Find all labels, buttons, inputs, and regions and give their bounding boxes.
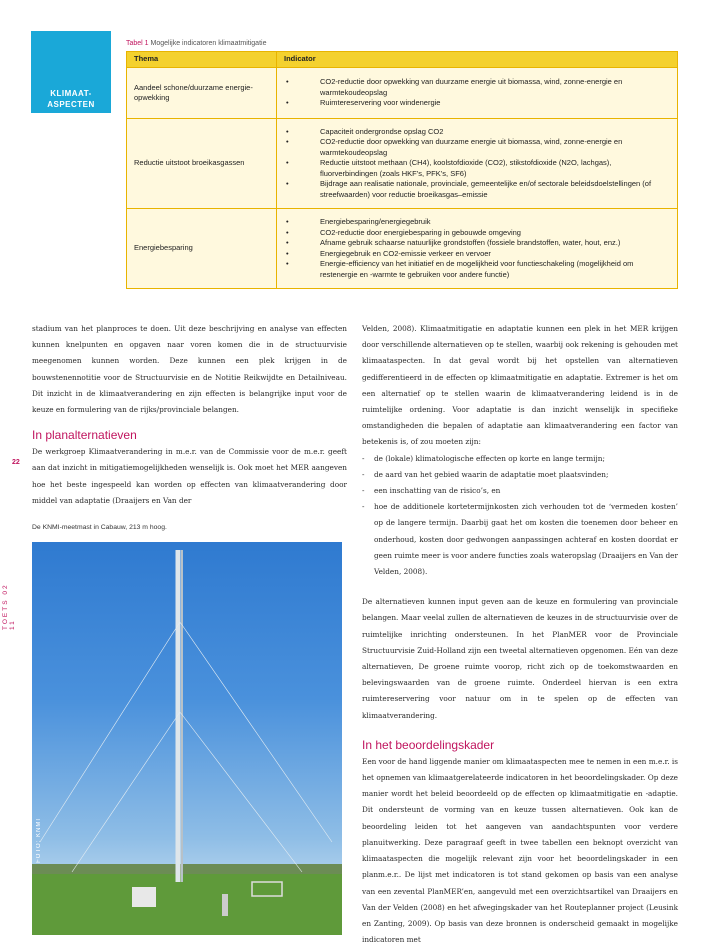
right-column [362,321,678,948]
section-tab-label: KLIMAAT- ASPECTEN [47,89,95,109]
horizon-trees [32,864,342,874]
indicator-item: • Energiebesparing/energiegebruik [284,217,670,228]
indicator-item: • CO2-reductie door energiebesparing in gebouwde omgeving [284,228,670,239]
body-paragraph: Een voor de hand liggende manier om klimaataspecten mee te nemen in een m.e.r. is het opnemen van klimaatgerelateerde indicatoren in het beoordelingskader. Op deze manier wordt het beleid beoordeeld op de effecten op klimaatmitigatie en -adaptie. Dit ondersteunt de vorming van en keuze tussen alternatieven. Ook kan de beoordeling leiden tot het aangeven van aandachtspunten voor verdere planuitwerking. Deze paragraaf geeft in twee tabellen een beknopt overzicht van klimaataspecten die mogelijk relevant zijn voor het beoordelingskader in een planm.e.r.. De lijst met indicatoren is tot stand gekomen op basis van een analyse van een zevental PlanMER’en, aangevuld met een overzichtsartikel van Draaijers en Van der Velden (2008) en het afwegingskader van het Routeplanner project (Leusink en Zanting, 2009). Op basis van deze bronnen is onderscheid gemaakt in mogelijke indicatoren met [362,756,678,945]
body-paragraph: De alternatieven kunnen input geven aan de keuze en formulering van provinciale belangen. Maar veelal zullen de alternatieven de keuzes in de structuurvisie over de ruimtelijke inrichting ondersteunen. In het PlanMER voor de Provinciale Structuurvisie Zuid-Holland zijn een tweetal alternatieven opgenomen. Eén van deze alternatieven, De groene ruimte voorop, richt zich op de toekomstwaarden en belevingswaarden van de groene ruimte. Onderdeel hiervan is een extra ruimtereservering voor natuur om in te spelen op de effecten van klimaatverandering. [362,597,678,720]
grass [32,872,342,935]
table-header-indicator: Indicator [277,52,678,68]
page-number: 22 [12,459,20,466]
guy-wire [180,622,332,842]
indicator-item: • CO2-reductie door opwekking van duurzame energie uit biomassa, wind, zonne-energie en warmtekoudeopslag [284,77,670,98]
list-item: - een inschatting van de risico’s, en [362,483,678,499]
indicator-item: • CO2-reductie door opwekking van duurzame energie uit biomassa, wind, zonne-energie en warmtekoudeopslag [284,137,670,158]
section-heading: In het beoordelingskader [362,737,495,752]
table-row [127,68,678,119]
mast-photo [32,542,342,935]
table-cell-indicators [277,209,678,289]
guy-wire [72,712,180,872]
bullet-list [362,451,678,581]
guy-wire [40,622,180,842]
list-item: - hoe de additionele kortetermijnkosten zich verhouden tot de ‘vermeden kosten’ op de langere termijn. Daarbij gaat het om kosten die toenemen door beheer en onderhoud, kosten door gedwongen aanpassingen achteraf en kosten doordat er geen ruimte meer is voor andere functies zoals wateropslag (Draaijers en Van der Velden, 2008). [362,499,678,580]
instrument-box [132,887,156,907]
indicator-item: • Ruimtereservering voor windenergie [284,98,670,109]
section-tab [31,31,111,113]
indicator-item: • Capaciteit ondergrondse opslag CO2 [284,127,670,138]
mast-illustration [32,542,342,935]
section-heading: In planalternatieven [32,428,137,443]
list-item: - de (lokale) klimatologische effecten op korte en lange termijn; [362,451,678,467]
table-header-thema: Thema [127,52,277,68]
table-cell-thema: Reductie uitstoot broeikasgassen [127,119,277,209]
left-column [32,321,347,509]
journal-label: TOETS 02 11 [2,583,16,630]
figure-caption: De KNMI-meetmast in Cabauw, 213 m hoog. [32,524,167,531]
table-caption: Tabel 1 Mogelijke indicatoren klimaatmitigatie [126,40,267,47]
table-row [127,209,678,289]
indicator-item: • Reductie uitstoot methaan (CH4), koolstofdioxide (CO2), stikstofdioxide (N2O, lachgas), fluorverbindingen (zoals HKF’s, PFK’s, SF6) [284,158,670,179]
indicator-item: • Bijdrage aan realisatie nationale, provinciale, gemeentelijke en/of sectorale beleidsdoelstellingen (of streefwaarden) voor reductie broeikasgas–emissie [284,179,670,200]
list-item: - de aard van het gebied waarin de adaptatie moet plaatsvinden; [362,467,678,483]
table-cell-thema: Energiebesparing [127,209,277,289]
table-cell-thema: Aandeel schone/duurzame energie-opwekking [127,68,277,119]
indicator-item: • Energie-efficiency van het initiatief en de mogelijkheid voor functieschakeling (mogelijkheid om restenergie en -warmte te gebruiken voor andere functie) [284,259,670,280]
indicator-item: • Energiegebruik en CO2-emissie verkeer en vervoer [284,249,670,260]
indicator-item: • Afname gebruik schaarse natuurlijke grondstoffen (fossiele brandstoffen, water, hout, enz.) [284,238,670,249]
table-row [127,119,678,209]
table-cell-indicators [277,119,678,209]
body-paragraph: De werkgroep Klimaatverandering in m.e.r. van de Commissie voor de m.e.r. geeft aan dat inzicht in mitigatiemogelijkheden wenselijk is. Ook moet het MER aangeven hoe het beste ingespeeld kan worden op effecten van klimaatverandering door middel van adaptatie (Draaijers en Van der [32,447,347,505]
indicator-table [126,51,678,289]
body-paragraph: Velden, 2008). Klimaatmitigatie en adaptatie kunnen een plek in het MER krijgen door verschillende alternatieven op te stellen, waarbij ook rekening is gehouden met klimaataspecten. In dat geval wordt bij het opstellen van alternatieven gedifferentieerd in de effecten op klimaatmitigatie en adaptatie. Extremer is het om een alternatief op te stellen waarin de klimaatverandering leidend is in de ruimtelijke ordening. Voor adaptatie is dan inzicht wenselijk in specifieke omstandigheden die bepalen of adaptatie aan klimaatverandering een factor van betekenis is, of zou moeten zijn: [362,324,678,447]
photo-credit: FOTO: KNMI [36,818,42,863]
body-paragraph: stadium van het planproces te doen. Uit deze beschrijving en analyse van effecten kunnen knelpunten en opgaven naar voren komen die in de structuurvisie meegenomen kunnen worden. Deze kunnen een plek krijgen in de bouwstenennotitie voor de Structuurvisie en de Notitie Reikwijdte en Detailniveau. Dit inzicht in de klimaatverandering en zijn effecten is belangrijke input voor de keuze en formulering van de rijks/provinciale belangen. [32,324,347,415]
table-cell-indicators [277,68,678,119]
guy-wire [180,712,302,872]
